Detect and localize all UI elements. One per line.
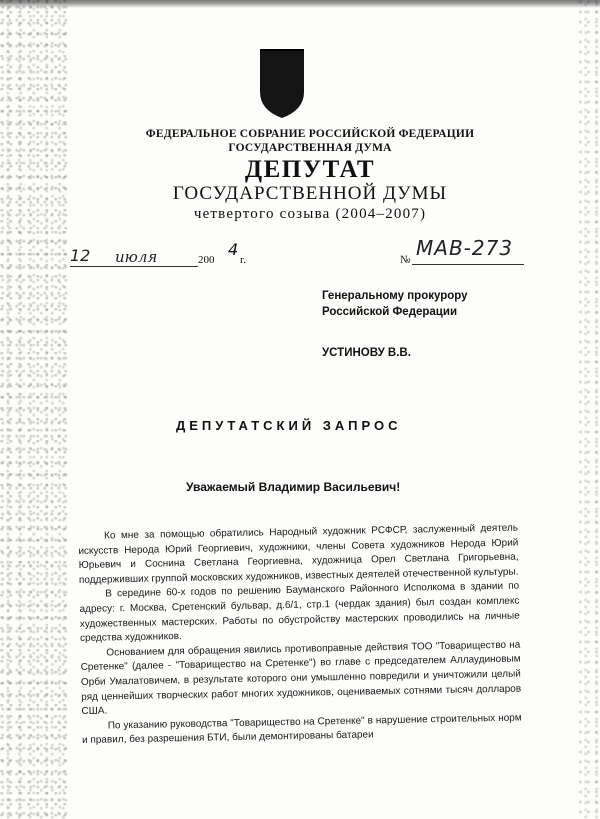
number-sign: №	[400, 254, 411, 266]
request-title: ДЕПУТАТСКИЙ ЗАПРОС	[176, 418, 402, 433]
addressee-line-2: Российской Федерации	[322, 306, 458, 318]
addressee-line-1: Генеральному прокурору	[322, 290, 468, 302]
org-line-2: ГОСУДАРСТВЕННАЯ ДУМА	[228, 142, 392, 154]
date-day: 12	[70, 246, 91, 265]
letterhead-title: ДЕПУТАТ	[244, 156, 376, 183]
salutation: Уважаемый Владимир Васильевич!	[186, 480, 401, 494]
addressee-name: УСТИНОВУ В.В.	[322, 347, 411, 359]
letterhead-subtitle: ГОСУДАРСТВЕННОЙ ДУМЫ	[172, 183, 448, 204]
org-line-1: ФЕДЕРАЛЬНОЕ СОБРАНИЕ РОССИЙСКОЙ ФЕДЕРАЦИИ	[145, 128, 475, 140]
document-number: МАВ-273	[416, 236, 514, 260]
body-paragraph-1: Ко мне за помощью обратились Народный художник РСФСР, заслуженный деятель искусств Нерода Юрий Георгиевич, художники, члены Совета художников Нерода Юрий Юрьевич и Соснина Светлана Георгиевна, художница Орел Светлана Григорьевна, поддерживших группой московских художников, известных деятелей отечественной культуры.	[78, 522, 519, 586]
letter-body	[78, 522, 522, 749]
date-year-mark: г.	[240, 254, 247, 266]
dateline	[70, 236, 590, 276]
date-month: июля	[115, 248, 158, 266]
scan-noise-left	[0, 0, 70, 819]
body-paragraph-4: По указанию руководства "Товарищество на Сретенке" в нарушение строительных норм и правил, без разрешения БТИ, были демонтированы батареи	[81, 712, 522, 747]
coat-of-arms-emblem	[256, 48, 308, 120]
body-paragraph-3: Основанием для обращения явились противоправные действия ТОО "Товарищество на Сретенке" (далее - "Товарищество на Сретенке") во главе с председателем Аллаудиновым Орби Умалатовичем, в результате которого они умышленно повредили и уничтожили целый ряд ценнейших творческих работ многих художников, оцениваемых сотнями тысяч долларов США.	[80, 639, 522, 718]
number-underline	[412, 264, 524, 265]
scan-edge-top	[0, 0, 600, 8]
scan-noise-right	[578, 0, 600, 819]
convocation-line: четвертого созыва (2004–2007)	[193, 206, 427, 222]
date-underline	[70, 266, 198, 267]
date-year-prefix: 200	[198, 254, 215, 266]
date-year-suffix: 4	[228, 240, 239, 259]
body-paragraph-2: В середине 60-х годов по решению Бауманского Районного Исполкома в здании по адресу: г. Москва, Сретенский бульвар, д.6/1, стр.1 (чердак здания) был создан комплекс художественных мастерских. Работы по обустройству мастерских проводились на личные средства художников.	[79, 580, 520, 645]
